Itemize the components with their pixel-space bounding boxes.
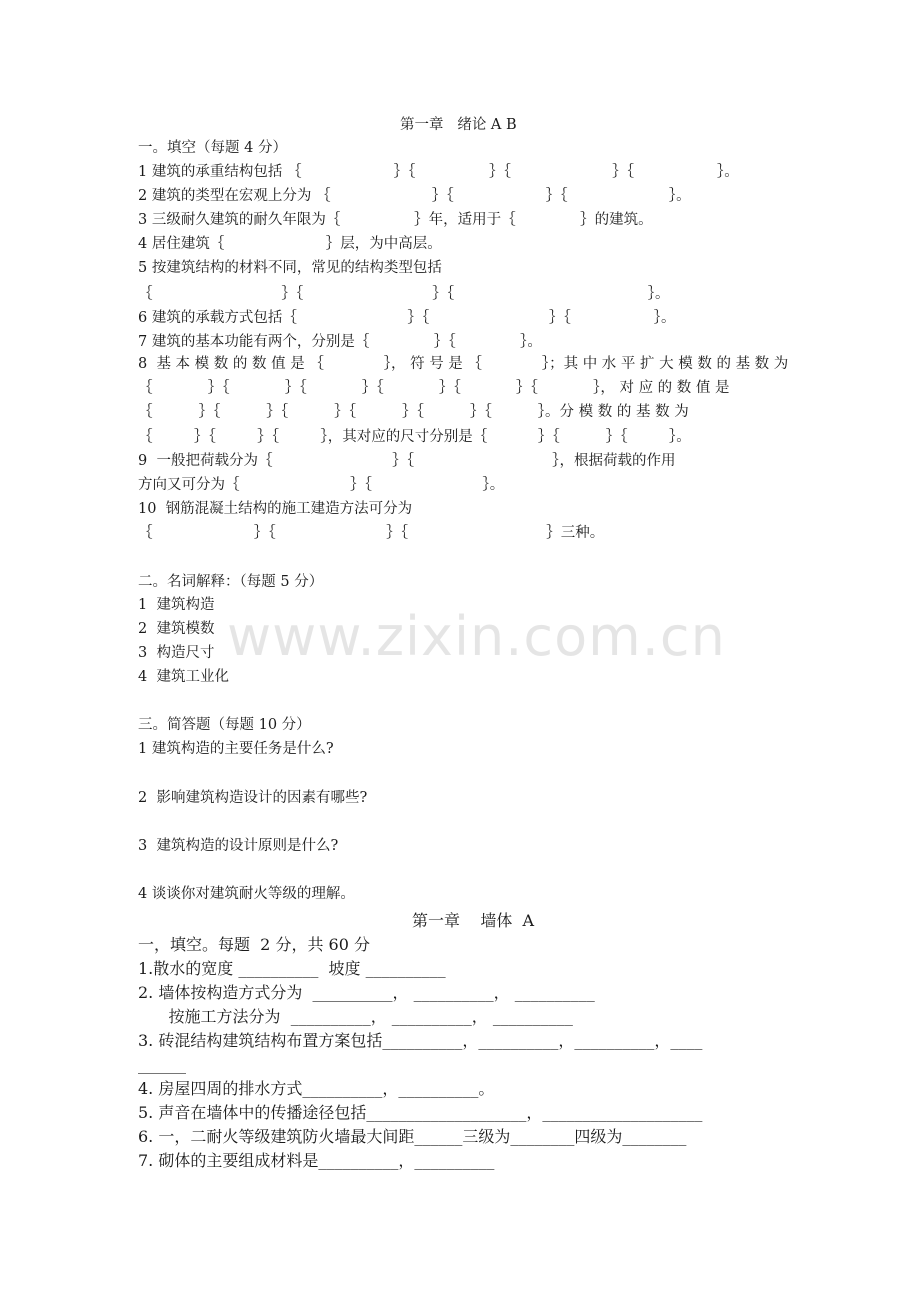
- part2-heading: 二。名词解释：（每题 5 分）: [138, 574, 324, 590]
- term-3: 3 构造尺寸: [138, 645, 215, 661]
- wall-item-3: 3. 砖混结构建筑结构布置方案包括__________，__________，__________，____: [138, 1031, 703, 1050]
- wall-item-2-line2: 按施工方法分为 __________， __________， __________: [138, 1007, 573, 1026]
- wall-heading: 一，填空。每题 2 分，共 60 分: [138, 935, 370, 954]
- wall-item-6: 6. 一，二耐火等级建筑防火墙最大间距______三级为________四级为________: [138, 1127, 687, 1146]
- fill-item-2: 2 建筑的类型在宏观上分为 ｛ ｝｛ ｝｛ ｝。: [138, 188, 691, 204]
- fill-item-10-blanks: ｛ ｝｛ ｝｛ ｝三种。: [138, 525, 605, 541]
- wall-item-4: 4. 房屋四周的排水方式__________，__________。: [138, 1079, 495, 1098]
- chapter-title-intro: 第一章 绪论 A B: [400, 117, 517, 133]
- wall-item-2: 2. 墙体按构造方式分为 __________， __________， __________: [138, 983, 595, 1002]
- watermark: www.zixin.com.cn: [227, 605, 726, 668]
- fill-item-7: 7 建筑的基本功能有两个，分别是｛ ｝｛ ｝。: [138, 334, 542, 350]
- wall-item-7: 7. 砌体的主要组成材料是__________，__________: [138, 1151, 495, 1170]
- fill-item-1: 1 建筑的承重结构包括 ｛ ｝｛ ｝｛ ｝｛ ｝。: [138, 164, 739, 180]
- part1-heading: 一。填空（每题 4 分）: [138, 140, 287, 156]
- fill-item-3: 3 三级耐久建筑的耐久年限为｛ ｝年，适用于｛ ｝的建筑。: [138, 212, 653, 228]
- term-1: 1 建筑构造: [138, 597, 215, 613]
- chapter-title-wall: 第一章 墙体 A: [412, 911, 535, 930]
- fill-item-6: 6 建筑的承载方式包括｛ ｝｛ ｝｛ ｝。: [138, 310, 676, 326]
- fill-item-10: 10 钢筋混凝土结构的施工建造方法可分为: [138, 501, 413, 517]
- part3-heading: 三。简答题（每题 10 分）: [138, 717, 311, 733]
- fill-item-8-line4: ｛ ｝｛ ｝｛ ｝，其对应的尺寸分别是｛ ｝｛ ｝｛ ｝。: [138, 429, 691, 445]
- fill-item-8-line2: ｛ ｝｛ ｝｛ ｝｛ ｝｛ ｝｛ ｝， 对 应 的 数 值 是: [138, 380, 730, 396]
- fill-item-5: 5 按建筑结构的材料不同，常见的结构类型包括: [138, 260, 442, 276]
- fill-item-4: 4 居住建筑｛ ｝层，为中高层。: [138, 236, 442, 252]
- fill-item-9-line2: 方向又可分为｛ ｝｛ ｝。: [138, 477, 505, 493]
- fill-item-5-blanks: ｛ ｝｛ ｝｛ ｝。: [138, 286, 670, 302]
- question-1: 1 建筑构造的主要任务是什么?: [138, 741, 334, 757]
- fill-item-8: 8 基 本 模 数 的 数 值 是 ｛ ｝， 符 号 是 ｛ ｝；其 中 水 平 扩 大 模 数 的 基 数 为: [138, 356, 789, 372]
- term-4: 4 建筑工业化: [138, 669, 229, 685]
- question-3: 3 建筑构造的设计原则是什么?: [138, 838, 339, 854]
- question-4: 4 谈谈你对建筑耐火等级的理解。: [138, 886, 355, 902]
- wall-item-1: 1.散水的宽度 __________ 坡度 __________: [138, 959, 446, 978]
- fill-item-8-line3: ｛ ｝｛ ｝｛ ｝｛ ｝｛ ｝｛ ｝。分 模 数 的 基 数 为: [138, 404, 689, 420]
- wall-item-5: 5. 声音在墙体中的传播途径包括____________________，____________________: [138, 1103, 703, 1122]
- question-2: 2 影响建筑构造设计的因素有哪些?: [138, 790, 368, 806]
- fill-item-9: 9 一般把荷载分为｛ ｝｛ ｝，根据荷载的作用: [138, 453, 676, 469]
- wall-item-3-line2: ______: [138, 1055, 186, 1074]
- term-2: 2 建筑模数: [138, 621, 215, 637]
